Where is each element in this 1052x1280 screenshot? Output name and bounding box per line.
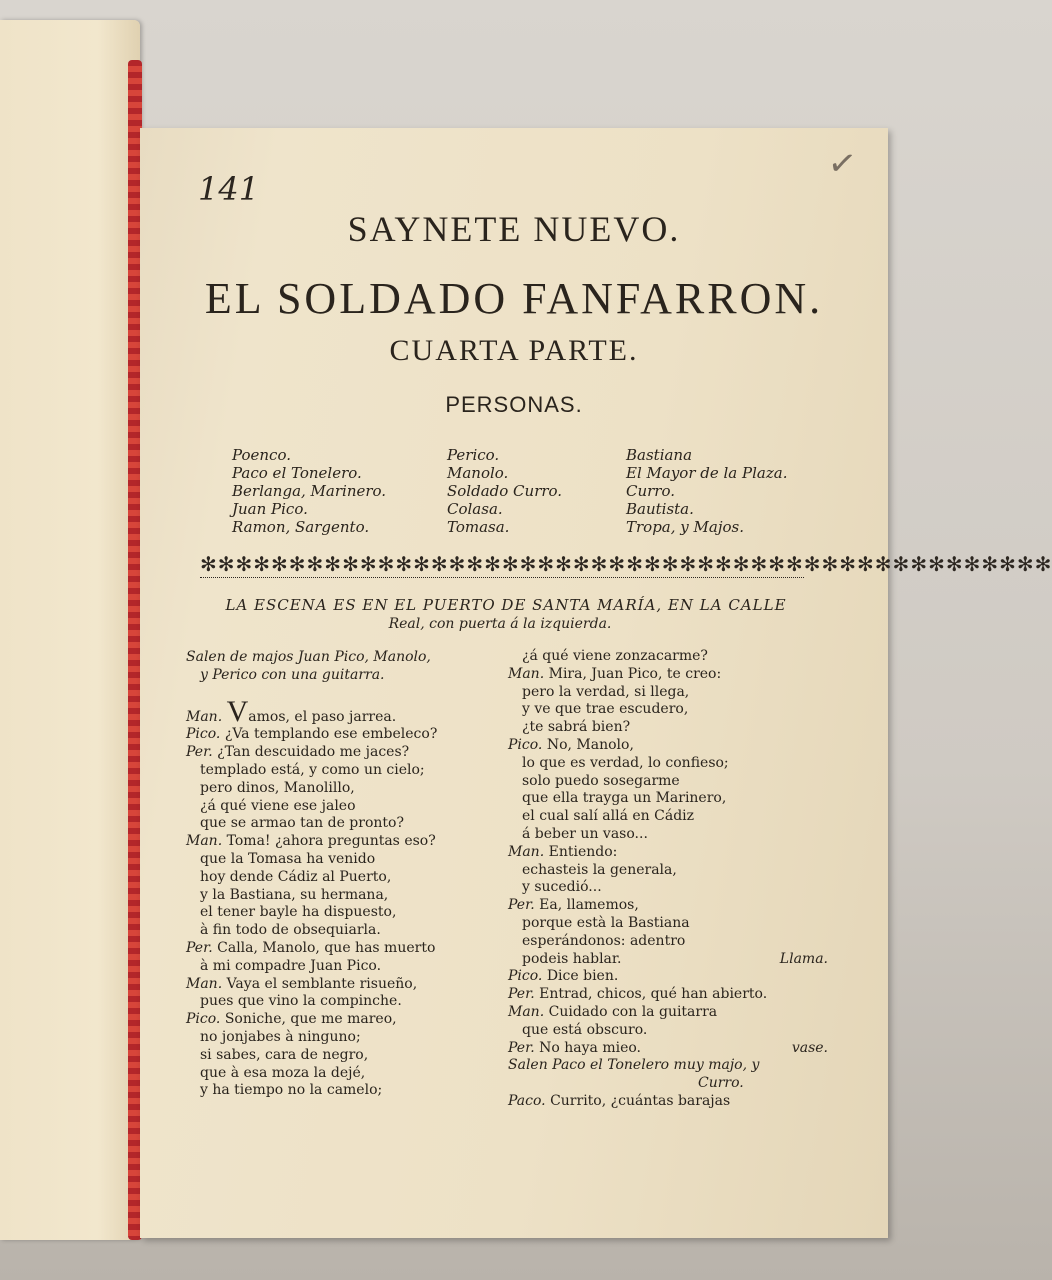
speaker: Man. (186, 708, 223, 725)
verse-line (508, 897, 828, 915)
cast-column-1 (232, 446, 386, 536)
verse-line (186, 694, 506, 728)
title-line-2: EL SOLDADO FANFARRON. (204, 274, 824, 323)
verse-text: Currito, ¿cuántas barajas (550, 1092, 731, 1109)
stage-direction: Salen de majos Juan Pico, Manolo, (186, 649, 431, 665)
verse-text: Vaya el semblante risueño, (226, 975, 418, 992)
verse-line (508, 1093, 828, 1111)
cast-member: Tropa, y Majos. (626, 518, 744, 536)
verse-line: pues que vino la compinche. (200, 993, 402, 1010)
verse-text: ¿Tan descuidado me jaces? (217, 744, 410, 761)
cast-member: Soldado Curro. (447, 482, 563, 500)
cast-member: Colasa. (447, 500, 503, 518)
title-line-3: CUARTA PARTE. (389, 334, 639, 367)
verse-line: pero dinos, Manolillo, (200, 779, 355, 796)
speaker: Per. (508, 897, 535, 914)
verse-line (186, 833, 506, 851)
personas-heading: PERSONAS. (445, 392, 583, 417)
cast-column-3 (626, 446, 787, 536)
book-page (140, 128, 1052, 1238)
verse-line: que se armao tan de pronto? (200, 815, 404, 832)
pencil-check-mark: ✓ (824, 142, 859, 186)
ornament-rule (200, 577, 804, 578)
speaker: Pico. (508, 736, 543, 753)
verse-line (508, 951, 828, 969)
verse-line: y sucedió... (522, 879, 602, 896)
verse-text: Dice bien. (546, 968, 619, 985)
verse-line: que está obscuro. (522, 1021, 648, 1038)
verse-text: No haya mieo. (539, 1039, 642, 1056)
scene-heading: LA ESCENA ES EN EL PUERTO DE SANTA MARÍA, EN LA CALLE (225, 596, 787, 614)
verse-text: ¿Va templando ese embeleco? (224, 726, 438, 743)
cast-member: Tomasa. (447, 518, 510, 536)
verse-line: lo que es verdad, lo confieso; (522, 754, 729, 771)
verse-text: Calla, Manolo, que has muerto (217, 939, 436, 956)
cast-column-2 (447, 446, 562, 536)
verse-text: Entrad, chicos, qué han abierto. (539, 986, 768, 1003)
speaker: Per. (508, 1039, 535, 1056)
speaker: Man. (508, 843, 545, 860)
stage-direction: Salen Paco el Tonelero muy majo, y (508, 1057, 760, 1074)
cast-member: Paco el Tonelero. (232, 464, 362, 482)
cast-member: Manolo. (447, 464, 509, 482)
verse-text: Cuidado con la guitarra (548, 1003, 718, 1020)
drop-cap: V (226, 694, 249, 728)
verse-text: podeis hablar. (522, 950, 622, 967)
text-column-left (186, 649, 506, 1100)
verse-line (186, 726, 506, 744)
verse-text: Toma! ¿ahora preguntas eso? (226, 833, 436, 850)
cast-member: Bautista. (626, 500, 694, 518)
verse-line: el cual salí allá en Cádiz (522, 808, 695, 825)
verse-line: si sabes, cara de negro, (200, 1046, 369, 1063)
verse-line: el tener bayle ha dispuesto, (200, 904, 397, 921)
verse-line: porque està la Bastiana (522, 914, 690, 931)
verse-line: ¿á qué viene zonzacarme? (522, 648, 708, 664)
verse-line (508, 737, 828, 755)
verse-text: Ea, llamemos, (539, 897, 639, 914)
speaker: Pico. (186, 1011, 221, 1028)
verse-line (186, 940, 506, 958)
speaker: Man. (508, 1003, 545, 1020)
stage-aside: Llama. (779, 950, 828, 967)
speaker: Pico. (508, 968, 543, 985)
cast-member: Bastiana (626, 446, 693, 464)
verse-text: Mira, Juan Pico, te creo: (548, 665, 722, 682)
verse-line: y ha tiempo no la camelo; (200, 1082, 383, 1099)
speaker: Per. (186, 939, 213, 956)
speaker: Per. (508, 986, 535, 1003)
verse-line: que à esa moza la dejé, (200, 1064, 366, 1081)
verse-line: y ve que trae escudero, (522, 701, 689, 718)
cast-member: Perico. (447, 446, 500, 464)
speaker: Per. (186, 744, 213, 761)
cast-member: Poenco. (232, 446, 291, 464)
verse-line: echasteis la generala, (522, 861, 677, 878)
verse-line (508, 1004, 828, 1022)
verse-line: esperándonos: adentro (522, 932, 686, 949)
cast-member: Curro. (626, 482, 676, 500)
verse-line (508, 666, 828, 684)
cast-member: El Mayor de la Plaza. (626, 464, 788, 482)
cast-member: Ramon, Sargento. (232, 518, 370, 536)
text-column-right (508, 648, 828, 1111)
stage-direction: Curro. (698, 1075, 744, 1092)
verse-line: à fin todo de obsequiarla. (200, 922, 381, 939)
facing-page-edge (0, 20, 140, 1240)
verse-line: ¿te sabrá bien? (522, 719, 631, 736)
verse-line: solo puedo sosegarme (522, 772, 680, 789)
verse-line: templado está, y como un cielo; (200, 761, 425, 778)
verse-line (508, 844, 828, 862)
verse-text: Soniche, que me mareo, (224, 1011, 397, 1028)
page-number: 141 (198, 170, 260, 208)
stage-direction: y Perico con una guitarra. (200, 666, 385, 683)
stage-aside: vase. (791, 1039, 828, 1056)
cast-member: Berlanga, Marinero. (232, 482, 387, 500)
title-line-1: SAYNETE NUEVO. (347, 209, 681, 249)
cast-member: Juan Pico. (232, 500, 308, 518)
verse-line: que la Tomasa ha venido (200, 850, 376, 867)
verse-text: No, Manolo, (546, 736, 634, 753)
verse-line: y la Bastiana, su hermana, (200, 886, 389, 903)
verse-line: no jonjabes à ninguno; (200, 1028, 361, 1045)
verse-line: á beber un vaso... (522, 825, 648, 842)
speaker: Paco. (508, 1092, 546, 1109)
scene-subheading: Real, con puerta á la izquierda. (388, 616, 612, 632)
verse-line (508, 986, 828, 1004)
verse-line: pero la verdad, si llega, (522, 683, 690, 700)
verse-line (186, 976, 506, 994)
verse-line (508, 1040, 828, 1058)
speaker: Man. (508, 665, 545, 682)
verse-text: amos, el paso jarrea. (248, 708, 397, 725)
verse-line (186, 1011, 506, 1029)
verse-line: que ella trayga un Marinero, (522, 790, 727, 807)
verse-line: ¿á qué viene ese jaleo (200, 797, 356, 814)
verse-line (508, 968, 828, 986)
verse-line (186, 744, 506, 762)
speaker: Man. (186, 833, 223, 850)
speaker: Man. (186, 975, 223, 992)
verse-line: hoy dende Cádiz al Puerto, (200, 868, 392, 885)
speaker: Pico. (186, 726, 221, 743)
verse-line: à mi compadre Juan Pico. (200, 957, 382, 974)
verse-text: Entiendo: (548, 843, 618, 860)
ornamental-divider: ✻✻✻✻✻✻✻✻✻✻✻✻✻✻✻✻✻✻✻✻✻✻✻✻✻✻✻✻✻✻✻✻✻✻✻✻✻✻✻✻✻✻✻✻✻✻✻✻ (200, 552, 1052, 576)
